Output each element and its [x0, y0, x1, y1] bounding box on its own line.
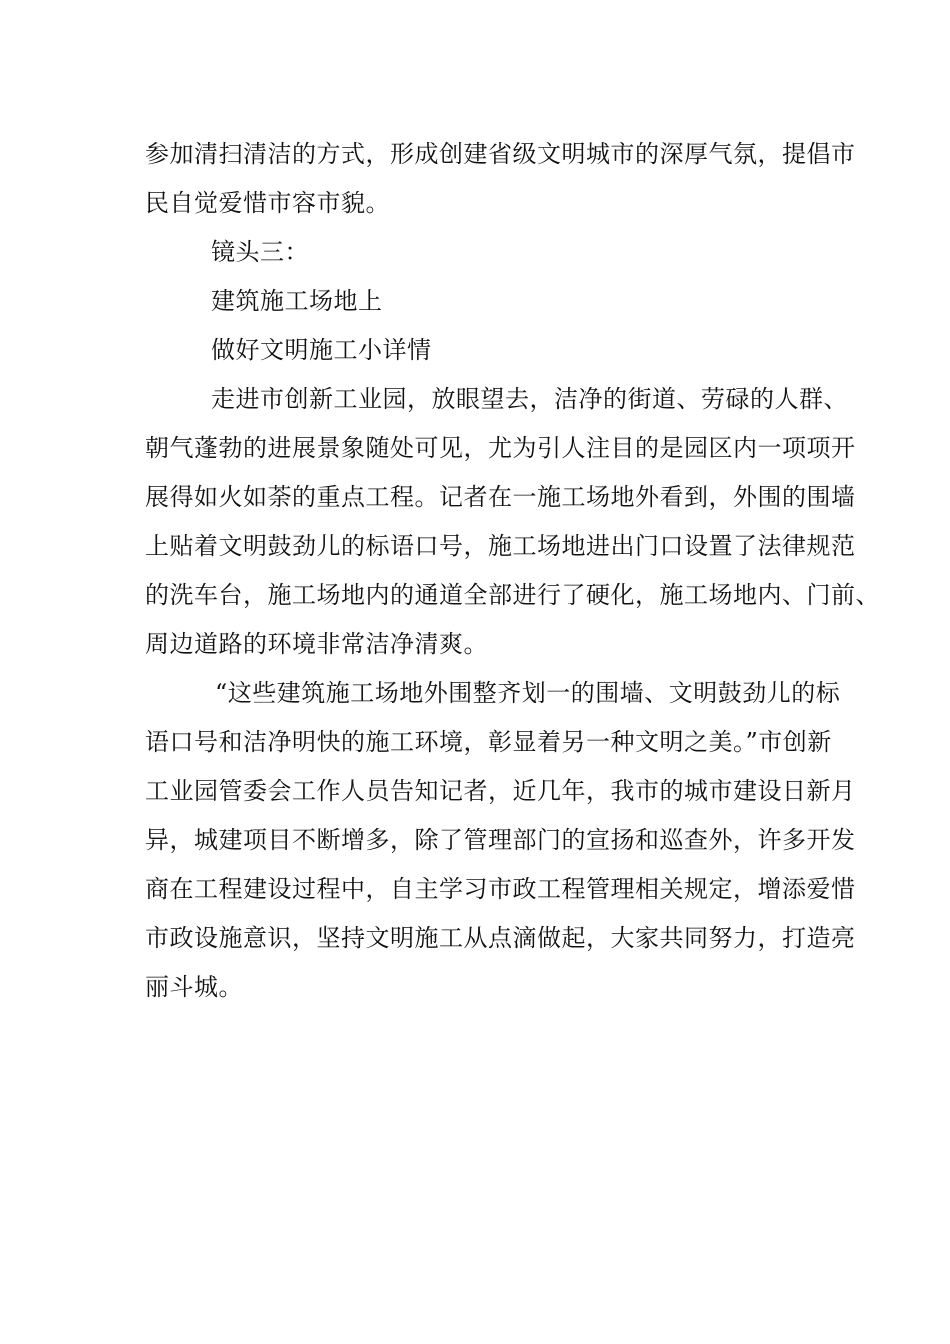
text-line: 上贴着文明鼓劲儿的标语口号，施工场地进出门口设置了法律规范	[145, 532, 856, 560]
text-line: 的洗车台，施工场地内的通道全部进行了硬化，施工场地内、门前、	[145, 581, 880, 609]
text-line: 工业园管委会工作人员告知记者，近几年，我市的城市建设日新月	[145, 777, 856, 805]
text-line: 商在工程建设过程中，自主学习市政工程管理相关规定，增添爱惜	[145, 875, 856, 903]
subheading-line: 做好文明施工小详情	[211, 336, 432, 364]
text-line: 民自觉爱惜市容市貌。	[145, 189, 390, 217]
text-line: 语口号和洁净明快的施工环境，彰显着另一种文明之美。”市创新	[145, 728, 832, 756]
text-line: 异，城建项目不断增多，除了管理部门的宣扬和巡查外，许多开发	[145, 826, 856, 854]
section-heading: 镜头三：	[211, 238, 309, 266]
text-line: 丽斗城。	[145, 973, 243, 1001]
subheading-line: 建筑施工场地上	[211, 287, 383, 315]
text-line: 参加清扫清洁的方式，形成创建省级文明城市的深厚气氛，提倡市	[145, 140, 856, 168]
text-line: 市政设施意识，坚持文明施工从点滴做起，大家共同努力，打造亮	[145, 924, 856, 952]
paragraph-first-line: 走进市创新工业园，放眼望去，洁净的街道、劳碌的人群、	[211, 385, 848, 413]
paragraph-first-line: “这些建筑施工场地外围整齐划一的围墙、文明鼓劲儿的标	[215, 679, 841, 707]
text-line: 展得如火如荼的重点工程。记者在一施工场地外看到，外围的围墙	[145, 483, 856, 511]
text-line: 朝气蓬勃的进展景象随处可见，尤为引人注目的是园区内一项项开	[145, 434, 856, 462]
text-line: 周边道路的环境非常洁净清爽。	[145, 630, 488, 658]
document-body	[145, 130, 880, 1012]
